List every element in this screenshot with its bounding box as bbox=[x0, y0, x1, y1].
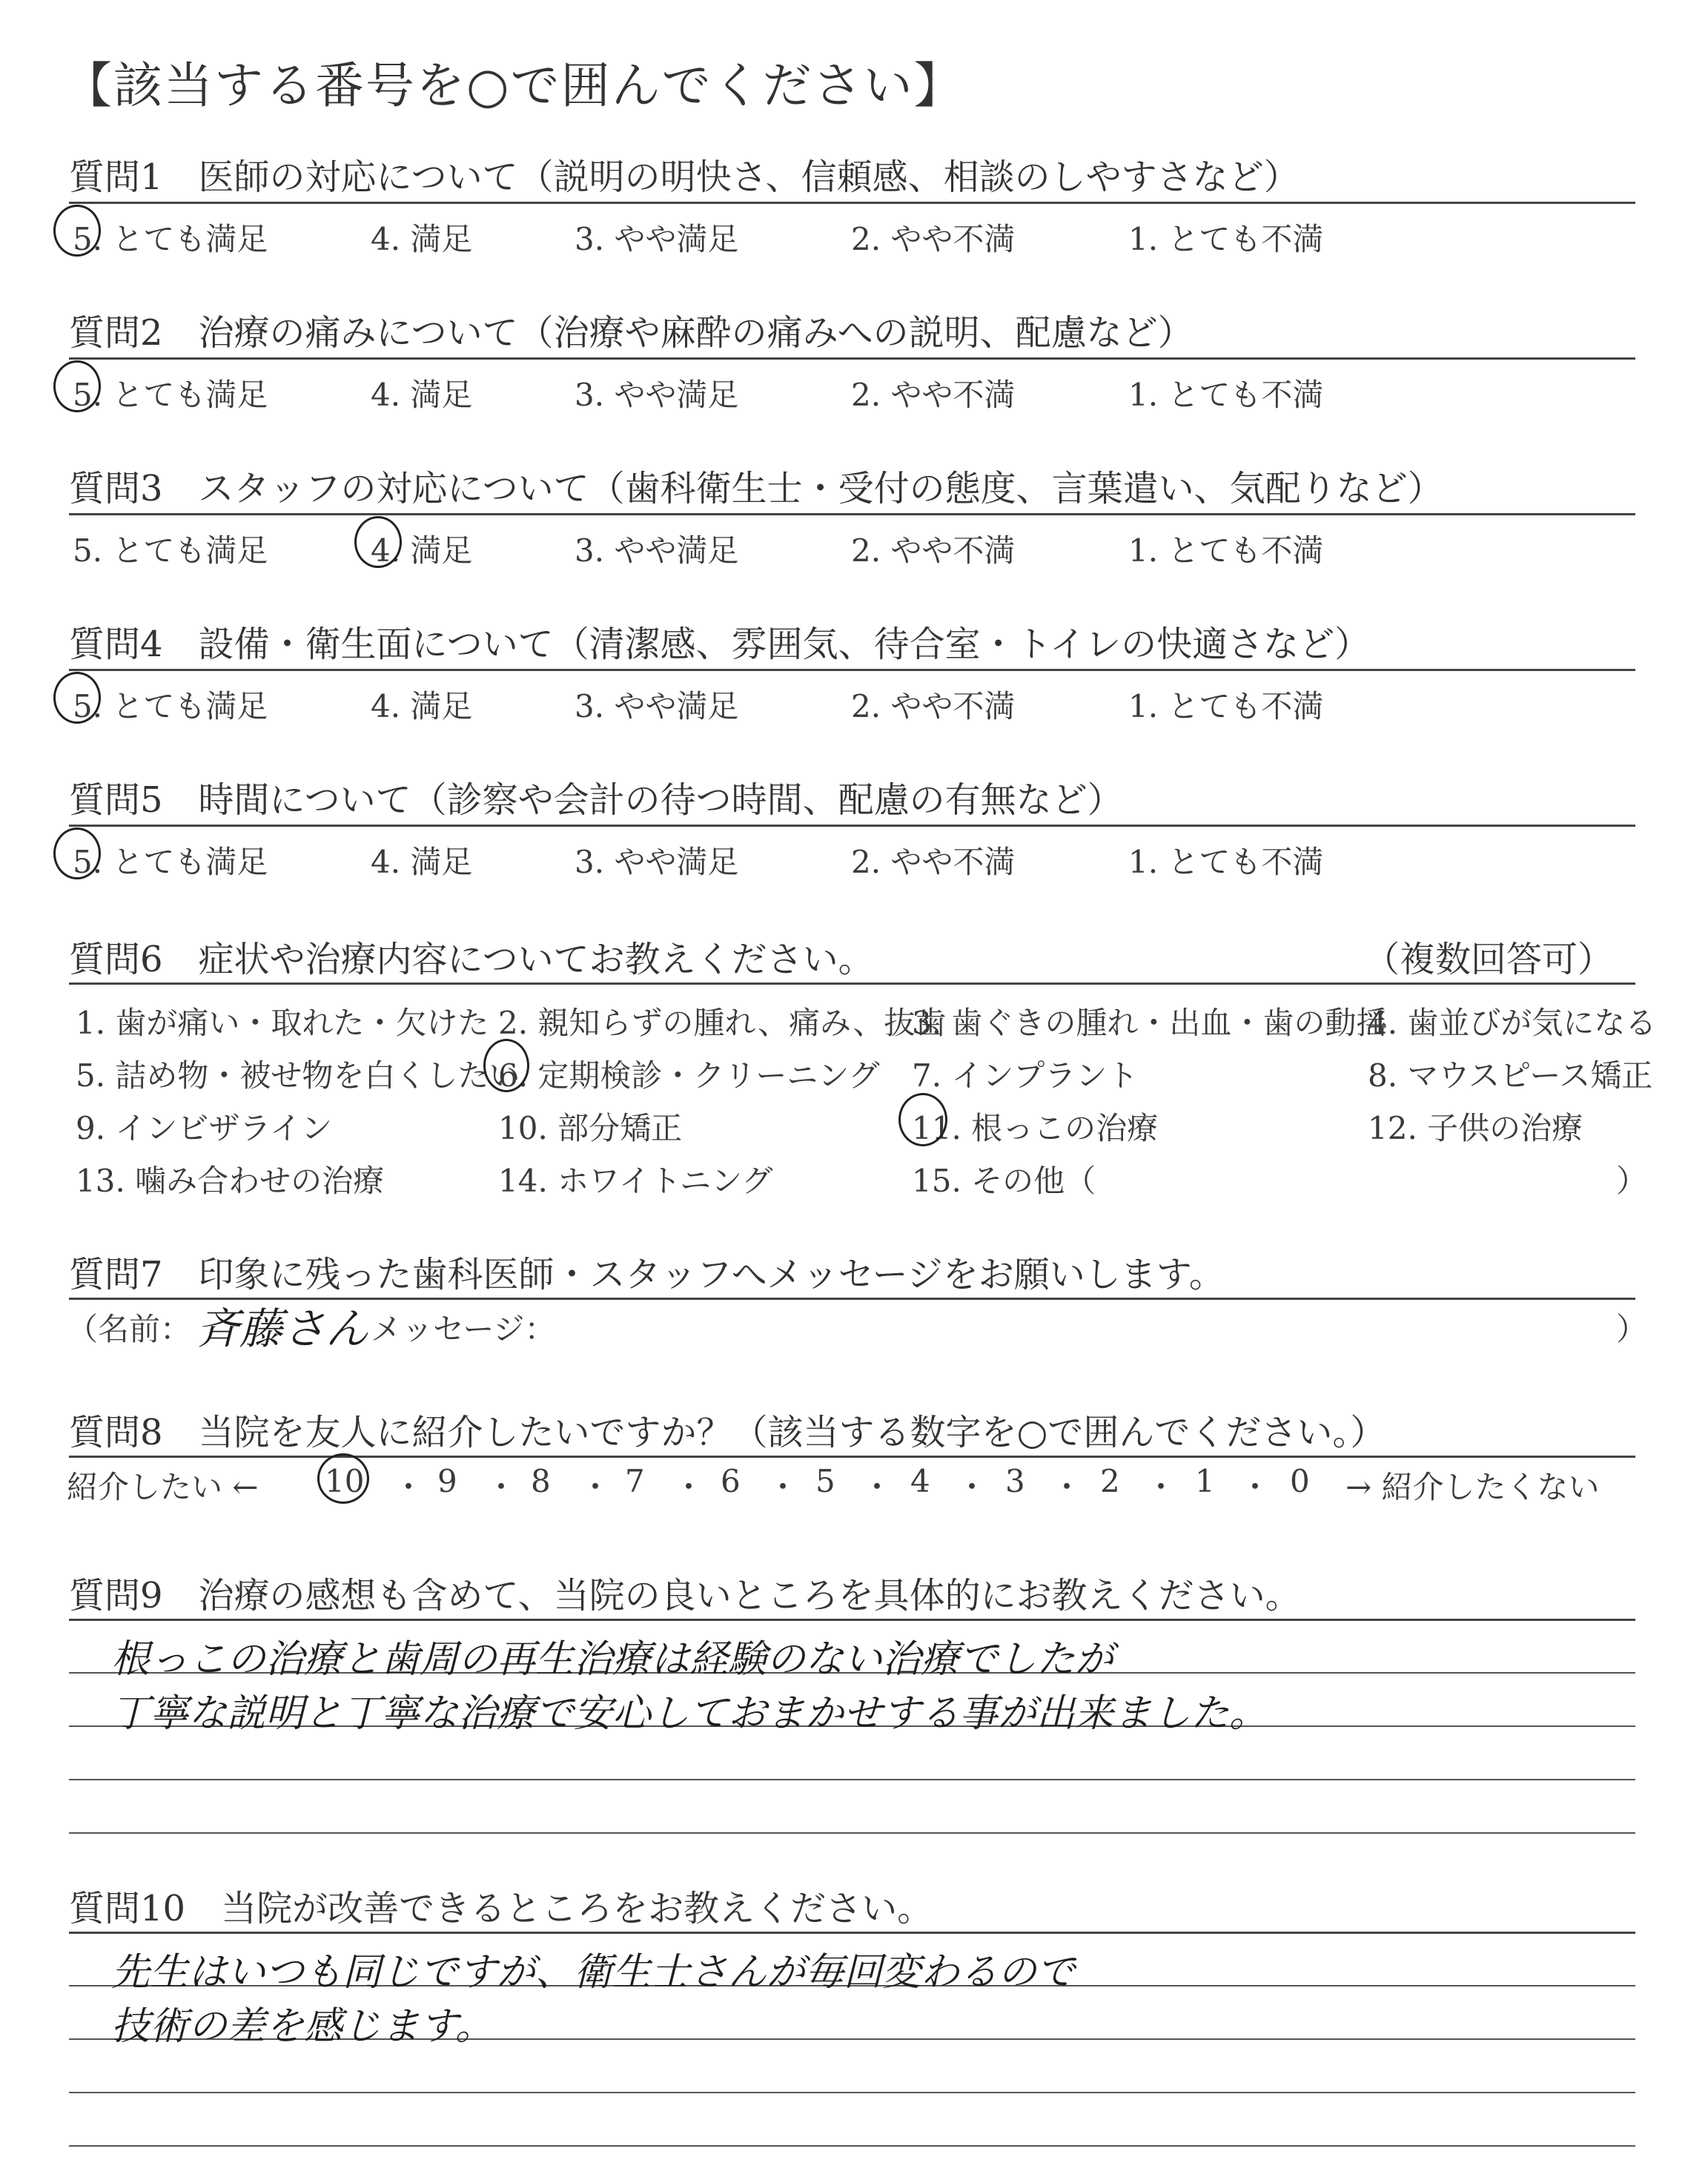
q4-option-1[interactable]: 1. とても不満 bbox=[1128, 688, 1324, 724]
q3-option-1[interactable]: 1. とても不満 bbox=[1128, 532, 1324, 569]
q8-separator: ・ bbox=[1239, 1469, 1271, 1505]
question-10-rule bbox=[69, 1932, 1635, 1934]
q5-option-5[interactable]: 5. とても満足 bbox=[73, 844, 268, 880]
q10-answer-line bbox=[69, 2145, 1635, 2147]
q10-answer-line-2[interactable]: 技術の差を感じます。 bbox=[111, 2004, 494, 2049]
q2-option-5[interactable]: 5. とても満足 bbox=[73, 377, 268, 413]
q4-option-5[interactable]: 5. とても満足 bbox=[73, 688, 268, 724]
q8-scale-8[interactable]: 8 bbox=[531, 1463, 551, 1499]
question-2-title: 質問2 治療の痛みについて（治療や麻酔の痛みへの説明、配慮など） bbox=[69, 312, 1194, 354]
q2-selection-circle bbox=[53, 360, 101, 412]
q5-option-4[interactable]: 4. 満足 bbox=[371, 844, 473, 880]
q8-separator: ・ bbox=[861, 1469, 893, 1505]
q9-answer-line bbox=[69, 1832, 1635, 1834]
q8-scale-6[interactable]: 6 bbox=[721, 1463, 741, 1499]
q6-option-10[interactable]: 10. 部分矯正 bbox=[498, 1110, 683, 1146]
q10-answer-line bbox=[69, 2092, 1635, 2093]
q6-option-12[interactable]: 12. 子供の治療 bbox=[1368, 1110, 1583, 1146]
question-3-rule bbox=[69, 513, 1635, 515]
q7-name-label: （名前： bbox=[67, 1311, 192, 1347]
q4-option-3[interactable]: 3. やや満足 bbox=[575, 688, 739, 724]
q5-option-1[interactable]: 1. とても不満 bbox=[1128, 844, 1324, 880]
q8-separator: ・ bbox=[673, 1469, 705, 1505]
q8-scale-4[interactable]: 4 bbox=[910, 1463, 930, 1499]
q5-option-2[interactable]: 2. やや不満 bbox=[851, 844, 1016, 880]
q2-option-4[interactable]: 4. 満足 bbox=[371, 377, 473, 413]
question-7-title: 質問7 印象に残った歯科医師・スタッフへメッセージをお願いします。 bbox=[69, 1254, 1225, 1295]
q3-option-4[interactable]: 4. 満足 bbox=[371, 532, 473, 569]
q6-option-13[interactable]: 13. 噛み合わせの治療 bbox=[76, 1163, 385, 1199]
q8-scale-7[interactable]: 7 bbox=[625, 1463, 645, 1499]
q6-option-2[interactable]: 2. 親知らずの腫れ、痛み、抜歯 bbox=[498, 1005, 947, 1041]
q8-scale-10[interactable]: 10 bbox=[325, 1463, 365, 1499]
question-5-rule bbox=[69, 825, 1635, 827]
q8-separator: ・ bbox=[486, 1469, 517, 1505]
form-title: 【該当する番号を○で囲んでください】 bbox=[63, 57, 964, 114]
q6-option-1[interactable]: 1. 歯が痛い・取れた・欠けた bbox=[76, 1005, 489, 1041]
question-1-title: 質問1 医師の対応について（説明の明快さ、信頼感、相談のしやすさなど） bbox=[69, 156, 1300, 198]
question-9-rule bbox=[69, 1619, 1635, 1621]
q6-option-3[interactable]: 3. 歯ぐきの腫れ・出血・歯の動揺 bbox=[912, 1005, 1388, 1041]
question-5-title: 質問5 時間について（診察や会計の待つ時間、配慮の有無など） bbox=[69, 779, 1123, 821]
q5-selection-circle bbox=[53, 828, 101, 879]
q1-option-3[interactable]: 3. やや満足 bbox=[575, 221, 739, 257]
q8-scale-0[interactable]: 0 bbox=[1290, 1463, 1310, 1499]
q6-selection-circle-11 bbox=[898, 1093, 947, 1146]
q9-answer-line-2[interactable]: 丁寧な説明と丁寧な治療で安心しておまかせする事が出来ました。 bbox=[111, 1691, 1268, 1736]
question-4-rule bbox=[69, 669, 1635, 671]
q8-separator: ・ bbox=[956, 1469, 988, 1505]
question-6-rule bbox=[69, 982, 1635, 985]
q1-option-5[interactable]: 5. とても満足 bbox=[73, 221, 268, 257]
q7-message-label: メッセージ： bbox=[371, 1311, 556, 1347]
q2-option-1[interactable]: 1. とても不満 bbox=[1128, 377, 1324, 413]
q6-other-close: ） bbox=[1616, 1163, 1648, 1199]
q10-answer-line-1[interactable]: 先生はいつも同じですが、衛生士さんが毎回変わるので bbox=[111, 1950, 1076, 1995]
question-10-title: 質問10 当院が改善できるところをお教えください。 bbox=[69, 1888, 933, 1929]
question-6-note: （複数回答可） bbox=[1364, 939, 1614, 980]
q8-scale-9[interactable]: 9 bbox=[437, 1463, 457, 1499]
question-1-rule bbox=[69, 202, 1635, 204]
q3-option-2[interactable]: 2. やや不満 bbox=[851, 532, 1016, 569]
question-8-rule bbox=[69, 1456, 1635, 1458]
q8-separator: ・ bbox=[1145, 1469, 1177, 1505]
q6-option-7[interactable]: 7. インプラント bbox=[912, 1057, 1139, 1094]
question-6-title: 質問6 症状や治療内容についてお教えください。 bbox=[69, 939, 874, 980]
q6-option-6[interactable]: 6. 定期検診・クリーニング bbox=[498, 1057, 880, 1094]
q4-option-2[interactable]: 2. やや不満 bbox=[851, 688, 1016, 724]
q1-option-4[interactable]: 4. 満足 bbox=[371, 221, 473, 257]
q4-selection-circle bbox=[53, 672, 101, 724]
q6-option-4[interactable]: 4. 歯並びが気になる bbox=[1368, 1005, 1657, 1041]
q8-separator: ・ bbox=[1051, 1469, 1083, 1505]
q6-option-9[interactable]: 9. インビザライン bbox=[76, 1110, 333, 1146]
q6-option-15[interactable]: 15. その他（ bbox=[912, 1163, 1096, 1199]
q6-option-11[interactable]: 11. 根っこの治療 bbox=[912, 1110, 1159, 1146]
q2-option-3[interactable]: 3. やや満足 bbox=[575, 377, 739, 413]
question-3-title: 質問3 スタッフの対応について（歯科衛生士・受付の態度、言葉遣い、気配りなど） bbox=[69, 468, 1443, 509]
q8-right-label: → 紹介したくない bbox=[1345, 1469, 1600, 1505]
question-4-title: 質問4 設備・衛生面について（清潔感、雰囲気、待合室・トイレの快適さなど） bbox=[69, 624, 1371, 665]
q8-separator: ・ bbox=[393, 1469, 425, 1505]
q6-option-5[interactable]: 5. 詰め物・被せ物を白くしたい bbox=[76, 1057, 520, 1094]
q5-option-3[interactable]: 3. やや満足 bbox=[575, 844, 739, 880]
q8-scale-1[interactable]: 1 bbox=[1195, 1463, 1215, 1499]
q9-answer-line bbox=[69, 1779, 1635, 1780]
q2-option-2[interactable]: 2. やや不満 bbox=[851, 377, 1016, 413]
q8-scale-5[interactable]: 5 bbox=[815, 1463, 835, 1499]
q7-name-value[interactable]: 斉藤さん bbox=[196, 1304, 369, 1354]
q9-answer-line-1[interactable]: 根っこの治療と歯周の再生治療は経験のない治療でしたが bbox=[111, 1637, 1114, 1682]
q3-option-5[interactable]: 5. とても満足 bbox=[73, 532, 268, 569]
q8-selection-circle bbox=[317, 1453, 369, 1504]
q1-option-1[interactable]: 1. とても不満 bbox=[1128, 221, 1324, 257]
q3-option-3[interactable]: 3. やや満足 bbox=[575, 532, 739, 569]
q8-scale-3[interactable]: 3 bbox=[1005, 1463, 1025, 1499]
q8-scale-2[interactable]: 2 bbox=[1100, 1463, 1120, 1499]
q4-option-4[interactable]: 4. 満足 bbox=[371, 688, 473, 724]
q8-separator: ・ bbox=[580, 1469, 612, 1505]
q6-selection-circle-6 bbox=[483, 1039, 529, 1092]
q8-left-label: 紹介したい ← bbox=[67, 1469, 259, 1505]
question-9-title: 質問9 治療の感想も含めて、当院の良いところを具体的にお教えください。 bbox=[69, 1575, 1301, 1616]
question-8-title: 質問8 当院を友人に紹介したいですか？（該当する数字を○で囲んでください。） bbox=[69, 1412, 1386, 1453]
q1-option-2[interactable]: 2. やや不満 bbox=[851, 221, 1016, 257]
q8-separator: ・ bbox=[767, 1469, 799, 1505]
question-2-rule bbox=[69, 357, 1635, 360]
q1-selection-circle bbox=[53, 205, 101, 257]
q7-close-paren: ） bbox=[1616, 1311, 1648, 1347]
q6-option-8[interactable]: 8. マウスピース矯正 bbox=[1368, 1057, 1653, 1094]
q3-selection-circle bbox=[354, 516, 402, 568]
q6-option-14[interactable]: 14. ホワイトニング bbox=[498, 1163, 773, 1199]
